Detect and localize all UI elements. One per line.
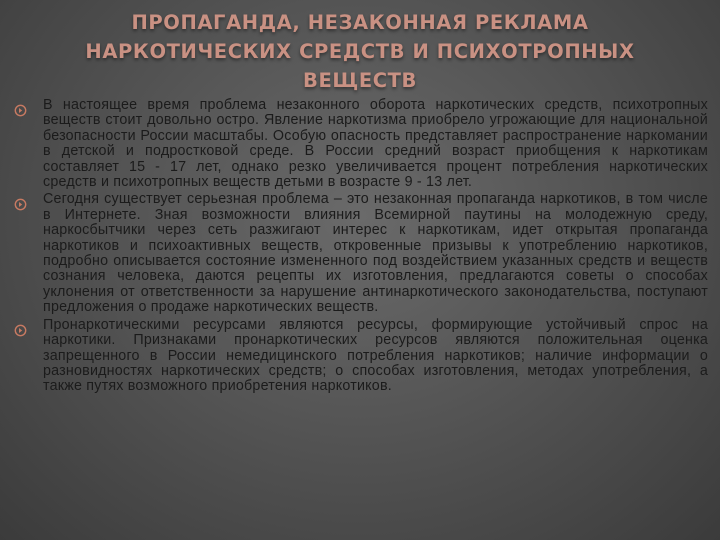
bullet-text: Сегодня существует серьезная проблема – это незаконная пропаганда наркотиков, в том числе в Интернете. Зная возможности влияния Всемирной паутины на молодежную среду, наркосбытчики через сеть разжигают интерес к наркотикам, идет открытая пропаганда наркотиков и психоактивных веществ, откровенные призывы к употреблению наркотиков, подробно описывается состояние измененного под воздействием указанных средств и веществ сознания человека, даются рецепты их изготовления, предлагаются советы о способах уклонения от ответственности за нарушение антинаркотического законодательства, поступают предложения о продаже наркотических веществ. (43, 191, 708, 316)
slide-title-line-3: ВЕЩЕСТВ (302, 69, 418, 92)
slide-title (40, 8, 680, 95)
slide-title-line-1: ПРОПАГАНДА, НЕЗАКОННАЯ РЕКЛАМА (131, 11, 589, 34)
slide-body (10, 98, 710, 397)
bullet-text: Пронаркотическими ресурсами являются ресурсы, формирующие устойчивый спрос на наркотики. Признаками пронаркотических ресурсов являются положительная оценка запрещенного в России немедицинского потребления наркотиков; наличие информации о разновидностях наркотических средств; о способах изготовления, методах употребления, а также путях возможного приобретения наркотиков. (43, 316, 708, 395)
circle-arrow-icon (14, 196, 27, 209)
bullet-item (10, 318, 710, 395)
bullet-item (10, 192, 710, 315)
bullet-text: В настоящее время проблема незаконного оборота наркотических средств, психотропных веществ стоит довольно остро. Явление наркотизма приобрело угрожающие для национальной безопасности России масштабы. Особую опасность представляет распространение наркомании в детской и подростковой среде. В России средний возраст приобщения к наркотикам составляет 15 - 17 лет, однако резко увеличивается процент потребления наркотических средств и психотропных веществ детьми в возрасте 9 - 13 лет. (43, 97, 708, 191)
bullet-item (10, 98, 710, 190)
circle-arrow-icon (14, 322, 27, 335)
circle-arrow-icon (14, 102, 27, 115)
slide-title-line-2: НАРКОТИЧЕСКИХ СРЕДСТВ И ПСИХОТРОПНЫХ (85, 40, 635, 63)
